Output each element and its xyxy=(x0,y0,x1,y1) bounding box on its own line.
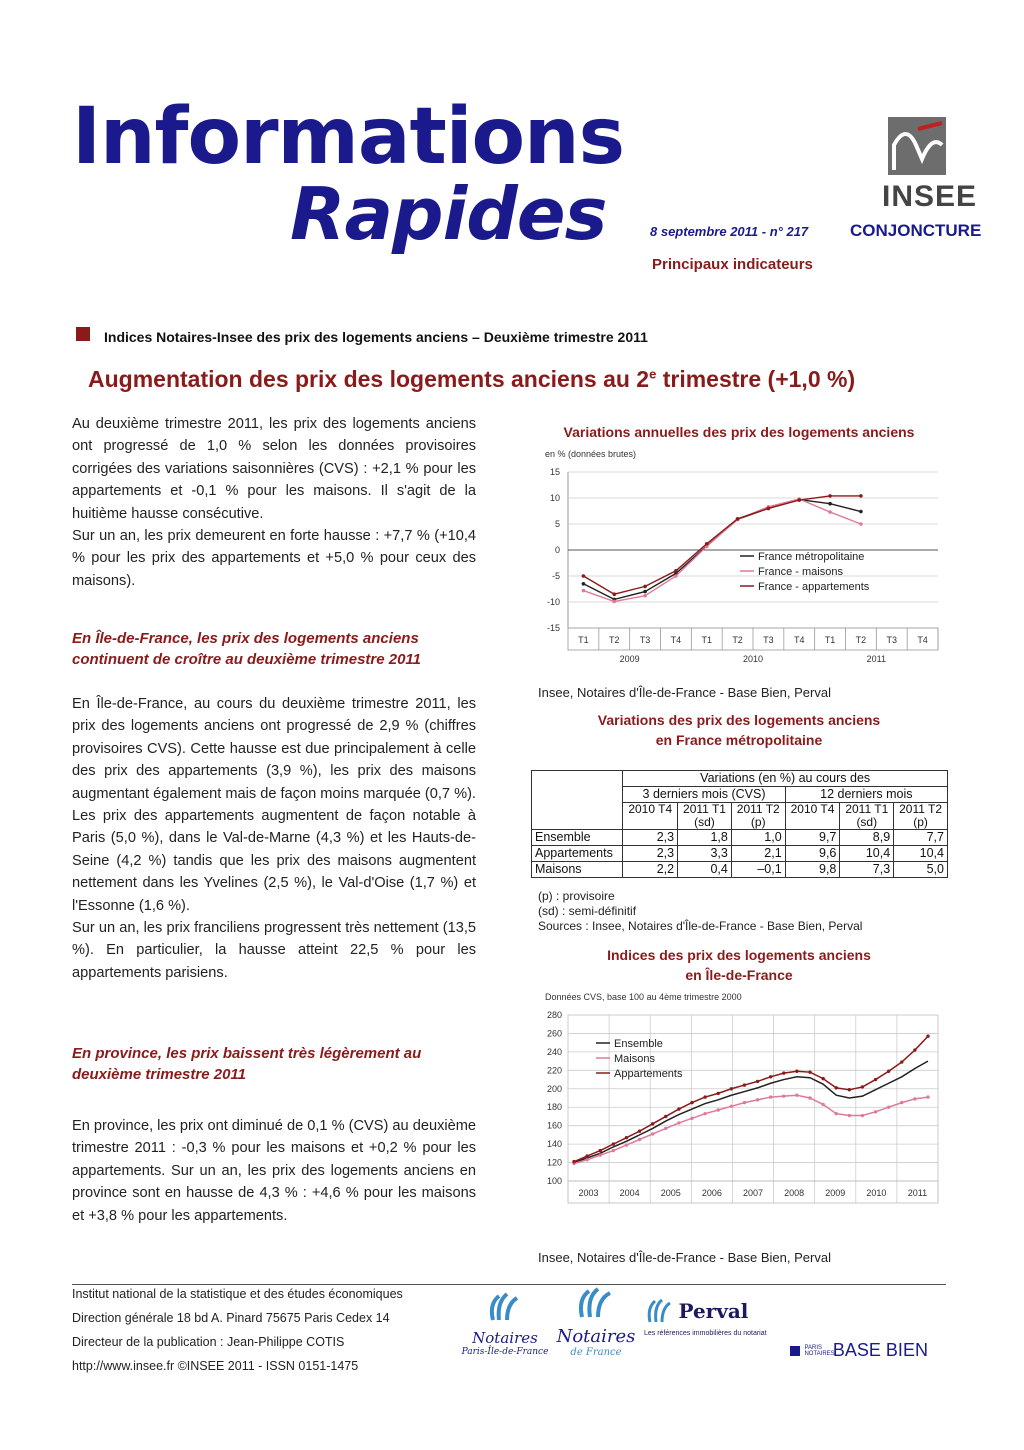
table-cell: 9,7 xyxy=(785,830,840,846)
table-cell: 5,0 xyxy=(894,862,948,878)
notaires-logo-icon xyxy=(574,1285,618,1321)
y-tick-label: -5 xyxy=(551,571,560,581)
table-cell: 7,3 xyxy=(840,862,894,878)
footer-director: Directeur de la publication : Jean-Philippe COTIS xyxy=(72,1335,345,1349)
table-group-header: 3 derniers mois (CVS) xyxy=(623,787,785,803)
y-tick-label: 260 xyxy=(546,1028,562,1039)
x-tick-label: T1 xyxy=(824,635,836,645)
data-point xyxy=(664,1127,667,1130)
data-point xyxy=(736,517,740,521)
series-line-2 xyxy=(574,1095,928,1163)
data-point xyxy=(848,1114,851,1117)
table-column-header: 2011 T2 (p) xyxy=(731,803,785,830)
headline: Augmentation des prix des logements anciens au 2e trimestre (+1,0 %) xyxy=(88,366,856,392)
data-point xyxy=(717,1108,720,1111)
data-point xyxy=(782,1071,785,1074)
footer-address: Direction générale 18 bd A. Pinard 75675 Paris Cedex 14 xyxy=(72,1311,390,1325)
table-header-main: Variations (en %) au cours des xyxy=(623,771,948,787)
table-title-line: en France métropolitaine xyxy=(655,732,823,748)
legend-entry: France métropolitaine xyxy=(758,551,865,563)
data-point xyxy=(664,1115,667,1118)
table-group-header: 12 derniers mois xyxy=(785,787,947,803)
y-tick-label: -10 xyxy=(546,597,560,607)
notaires-logo-icon xyxy=(485,1290,525,1324)
data-point xyxy=(585,1154,588,1157)
footer-institute: Institut national de la statistique et des études économiques xyxy=(72,1287,403,1301)
data-point xyxy=(874,1078,877,1081)
data-point xyxy=(848,1088,851,1091)
price-variation-table xyxy=(531,770,948,878)
data-point xyxy=(599,1149,602,1152)
data-point xyxy=(612,1149,615,1152)
province-paragraphs xyxy=(72,1115,476,1227)
y-tick-label: -15 xyxy=(546,623,560,633)
table-title-line: Variations des prix des logements anciens xyxy=(597,712,881,728)
partner-base-bien xyxy=(790,1340,946,1361)
data-point xyxy=(582,574,586,578)
data-point xyxy=(808,1070,811,1073)
data-point xyxy=(828,494,832,498)
x-tick-label: 2003 xyxy=(578,1188,599,1198)
x-year-label: 2011 xyxy=(866,654,887,664)
data-point xyxy=(674,569,678,573)
table-cell: 8,9 xyxy=(840,830,894,846)
series-line-3 xyxy=(583,496,860,594)
y-tick-label: 0 xyxy=(554,545,560,555)
x-tick-label: 2008 xyxy=(784,1188,805,1198)
x-tick-label: 2005 xyxy=(660,1188,681,1198)
data-point xyxy=(643,594,647,598)
data-point xyxy=(859,510,863,514)
data-point xyxy=(861,1114,864,1117)
table-cell: 3,3 xyxy=(678,846,732,862)
partner-subtitle: de France xyxy=(570,1347,622,1358)
data-point xyxy=(861,1085,864,1088)
paragraph: Sur un an, les prix demeurent en forte hausse : +7,7 % (+10,4 % pour les prix des appartements et +5,0 % pour ceux des maisons). xyxy=(72,528,476,589)
data-point xyxy=(795,1094,798,1097)
x-tick-label: T4 xyxy=(793,635,805,645)
footer-divider xyxy=(72,1284,946,1285)
data-point xyxy=(674,574,678,578)
partner-name: BASE BIEN xyxy=(832,1340,928,1360)
data-point xyxy=(926,1035,929,1038)
chart2-unit: Données CVS, base 100 au 4ème trimestre 2000 xyxy=(545,992,742,1002)
partner-notaires-france xyxy=(550,1285,642,1358)
table-column-header: 2011 T2 (p) xyxy=(894,803,948,830)
data-point xyxy=(717,1092,720,1095)
data-point xyxy=(651,1132,654,1135)
x-tick-label: 2004 xyxy=(619,1188,640,1198)
y-tick-label: 140 xyxy=(546,1139,562,1150)
perval-logo-icon xyxy=(644,1296,674,1326)
intro-paragraphs xyxy=(72,413,476,592)
partner-prefix: PARIS NOTAIRES xyxy=(804,1344,835,1357)
x-tick-label: T4 xyxy=(917,635,928,645)
base-bien-logo-icon xyxy=(790,1346,800,1356)
data-point xyxy=(703,1095,706,1098)
data-point xyxy=(769,1095,772,1098)
x-tick-label: 2007 xyxy=(742,1188,764,1198)
data-point xyxy=(821,1103,824,1106)
table-cell: 2,2 xyxy=(623,862,678,878)
y-tick-label: 200 xyxy=(546,1083,562,1094)
chart1-title: Variations annuelles des prix des logements anciens xyxy=(563,424,915,440)
x-tick-label: T2 xyxy=(855,635,867,645)
data-point xyxy=(859,522,863,526)
data-point xyxy=(821,1077,824,1080)
data-point xyxy=(887,1070,890,1073)
table-cell: 10,4 xyxy=(894,846,948,862)
legend-entry: France - appartements xyxy=(758,581,870,593)
bullet-square xyxy=(76,327,90,341)
data-point xyxy=(828,502,832,506)
table-cell: 9,8 xyxy=(785,862,840,878)
data-point xyxy=(835,1112,838,1115)
table-column-header: 2010 T4 xyxy=(785,803,840,830)
table-source: Sources : Insee, Notaires d'Île-de-France - Base Bien, Perval xyxy=(538,919,863,933)
x-tick-label: T3 xyxy=(639,635,651,645)
data-point xyxy=(756,1098,759,1101)
masthead-title: Informations xyxy=(72,92,625,182)
table-column-header: 2011 T1 (sd) xyxy=(840,803,894,830)
chart1-svg xyxy=(530,460,948,670)
y-tick-label: 10 xyxy=(549,493,560,503)
data-point xyxy=(743,1101,746,1104)
table-row-label: Ensemble xyxy=(532,830,623,846)
data-point xyxy=(643,590,647,594)
data-point xyxy=(612,1142,615,1145)
idf-paragraphs xyxy=(72,693,476,984)
masthead-subtitle: Rapides xyxy=(290,172,607,256)
data-point xyxy=(808,1096,811,1099)
table-cell: 7,7 xyxy=(894,830,948,846)
data-point xyxy=(705,542,709,546)
table-row xyxy=(532,830,948,846)
data-point xyxy=(651,1122,654,1125)
x-tick-label: T1 xyxy=(578,635,589,645)
y-tick-label: 180 xyxy=(546,1102,562,1113)
partner-notaires-idf xyxy=(450,1290,560,1357)
data-point xyxy=(900,1060,903,1063)
table-cell: 2,1 xyxy=(731,846,785,862)
partner-subtitle: Les références immobilières du notariat xyxy=(644,1330,767,1337)
data-point xyxy=(643,585,647,589)
y-tick-label: 160 xyxy=(546,1120,562,1131)
x-tick-label: T2 xyxy=(608,635,620,645)
data-point xyxy=(835,1086,838,1089)
data-point xyxy=(677,1107,680,1110)
data-point xyxy=(926,1095,929,1098)
data-point xyxy=(582,582,586,586)
partner-name: Notaires xyxy=(556,1326,636,1347)
legend-entry: Ensemble xyxy=(614,1038,663,1050)
legend-entry: Maisons xyxy=(614,1053,655,1065)
table-cell: 2,3 xyxy=(623,830,678,846)
data-point xyxy=(690,1117,693,1120)
data-point xyxy=(599,1153,602,1156)
paragraph: Sur un an, les prix franciliens progressent très nettement (13,5 %). En particulier, la hausse atteint 22,5 % pour les appartements parisiens. xyxy=(72,920,476,981)
chart2-title-line: en Île-de-France xyxy=(685,967,793,983)
table-row-label: Maisons xyxy=(532,862,623,878)
table-cell: 0,4 xyxy=(678,862,732,878)
category-label: Principaux indicateurs xyxy=(652,256,813,273)
x-tick-label: T3 xyxy=(886,635,898,645)
footer-website: http://www.insee.fr ©INSEE 2011 - ISSN 0151-1475 xyxy=(72,1359,359,1373)
y-tick-label: 220 xyxy=(546,1065,562,1076)
paragraph: Au deuxième trimestre 2011, les prix des logements anciens ont progressé de 1,0 % selon les données provisoires corrigées des variations saisonnières (CVS) : +2,1 % pour les appartements et -0,1 % pour les maisons. Il s'agit de la huitième hausse consécutive. xyxy=(72,416,476,522)
data-point xyxy=(900,1101,903,1104)
issue-dateline: 8 septembre 2011 - n° 217 xyxy=(650,224,809,239)
data-point xyxy=(859,494,863,498)
x-year-label: 2010 xyxy=(742,654,764,664)
data-point xyxy=(690,1101,693,1104)
collection-label: CONJONCTURE xyxy=(850,221,982,240)
chart2-svg xyxy=(530,1005,948,1225)
paragraph: En province, les prix ont diminué de 0,1 % (CVS) au deuxième trimestre 2011 : -0,3 % pour les maisons et +0,2 % pour les appartements. Sur un an, les prix des logements anciens en province sont en hausse de 4,3 % : +4,6 % pour les maisons et +3,8 % pour les appartements. xyxy=(72,1118,476,1224)
x-tick-label: 2006 xyxy=(701,1188,722,1198)
data-point xyxy=(913,1097,916,1100)
data-point xyxy=(612,592,616,596)
legend-entry: France - maisons xyxy=(758,566,843,578)
data-point xyxy=(612,600,616,604)
x-tick-label: 2010 xyxy=(866,1188,887,1198)
partner-name: Perval xyxy=(678,1299,749,1323)
data-point xyxy=(887,1106,890,1109)
data-point xyxy=(638,1130,641,1133)
chart1-source: Insee, Notaires d'Île-de-France - Base Bien, Perval xyxy=(538,685,831,700)
table-note: (sd) : semi-définitif xyxy=(538,904,637,918)
partner-perval xyxy=(644,1296,784,1337)
partner-subtitle: Paris-Île-de-France xyxy=(461,1347,549,1357)
table-notes xyxy=(538,889,862,934)
chart1-unit: en % (données brutes) xyxy=(545,449,637,459)
data-point xyxy=(677,1121,680,1124)
y-tick-label: 5 xyxy=(554,519,560,529)
y-tick-label: 15 xyxy=(549,467,560,477)
y-tick-label: 280 xyxy=(546,1010,562,1020)
table-cell: 1,0 xyxy=(731,830,785,846)
insee-wordmark: INSEE xyxy=(882,180,978,213)
legend-entry: Appartements xyxy=(614,1068,683,1080)
table-cell: 2,3 xyxy=(623,846,678,862)
y-tick-label: 120 xyxy=(546,1157,562,1168)
x-tick-label: 2009 xyxy=(825,1188,846,1198)
data-point xyxy=(913,1048,916,1051)
paragraph: Les prix des appartements augmentent de façon notable à Paris (5,0 %), dans le Val-de-Marne (4,3 %) et les Hauts-de-Seine (4,2 %) tandis que les prix des maisons augmentent nettement dans les Yvelines (2,5 %), le Val-d'Oise (1,7 %) et l'Essonne (1,6 %). xyxy=(72,808,476,914)
data-point xyxy=(767,507,771,511)
data-point xyxy=(625,1136,628,1139)
x-tick-label: T3 xyxy=(763,635,774,645)
data-point xyxy=(782,1094,785,1097)
table-cell: –0,1 xyxy=(731,862,785,878)
chart2-source: Insee, Notaires d'Île-de-France - Base Bien, Perval xyxy=(538,1250,831,1265)
partner-name: Notaires xyxy=(472,1329,538,1347)
subheading-province: En province, les prix baissent très légèrement au deuxième trimestre 2011 xyxy=(72,1045,422,1083)
table-cell: 1,8 xyxy=(678,830,732,846)
series-title: Indices Notaires-Insee des prix des logements anciens – Deuxième trimestre 2011 xyxy=(104,329,648,345)
data-point xyxy=(797,498,801,502)
data-point xyxy=(582,589,586,593)
table-row xyxy=(532,862,948,878)
x-tick-label: T2 xyxy=(732,635,743,645)
data-point xyxy=(756,1080,759,1083)
chart2-title-line: Indices des prix des logements anciens xyxy=(607,947,871,963)
data-point xyxy=(743,1083,746,1086)
data-point xyxy=(730,1087,733,1090)
data-point xyxy=(828,510,832,514)
data-point xyxy=(874,1110,877,1113)
table-column-header: 2011 T1 (sd) xyxy=(678,803,732,830)
data-point xyxy=(795,1070,798,1073)
table-row-label: Appartements xyxy=(532,846,623,862)
data-point xyxy=(572,1160,575,1163)
table-corner xyxy=(532,771,623,830)
subheading-idf: En Île-de-France, les prix des logements anciens continuent de croître au deuxième trimestre 2011 xyxy=(72,630,422,668)
x-tick-label: T4 xyxy=(670,635,682,645)
data-point xyxy=(625,1143,628,1146)
data-point xyxy=(730,1105,733,1108)
insee-logo-icon xyxy=(880,115,972,182)
table-note: (p) : provisoire xyxy=(538,889,615,903)
data-point xyxy=(638,1138,641,1141)
x-tick-label: 2011 xyxy=(907,1188,928,1198)
table-column-header: 2010 T4 xyxy=(623,803,678,830)
data-point xyxy=(703,1112,706,1115)
x-year-label: 2009 xyxy=(619,654,640,664)
paragraph: En Île-de-France, au cours du deuxième trimestre 2011, les prix des logements anciens ont progressé de 2,9 % (chiffres provisoires CVS). Cette hausse est due principalement à celle des prix des appartements (3,9 %), les prix des maisons augmentant également mais de façon moins marquée (0,7 %). xyxy=(72,696,476,802)
table-row xyxy=(532,846,948,862)
table-cell: 10,4 xyxy=(840,846,894,862)
data-point xyxy=(769,1075,772,1078)
table-cell: 9,6 xyxy=(785,846,840,862)
table-title xyxy=(530,710,948,750)
x-tick-label: T1 xyxy=(701,635,713,645)
data-point xyxy=(585,1158,588,1161)
y-tick-label: 240 xyxy=(546,1046,562,1057)
chart2-title xyxy=(530,945,948,985)
y-tick-label: 100 xyxy=(546,1176,562,1186)
